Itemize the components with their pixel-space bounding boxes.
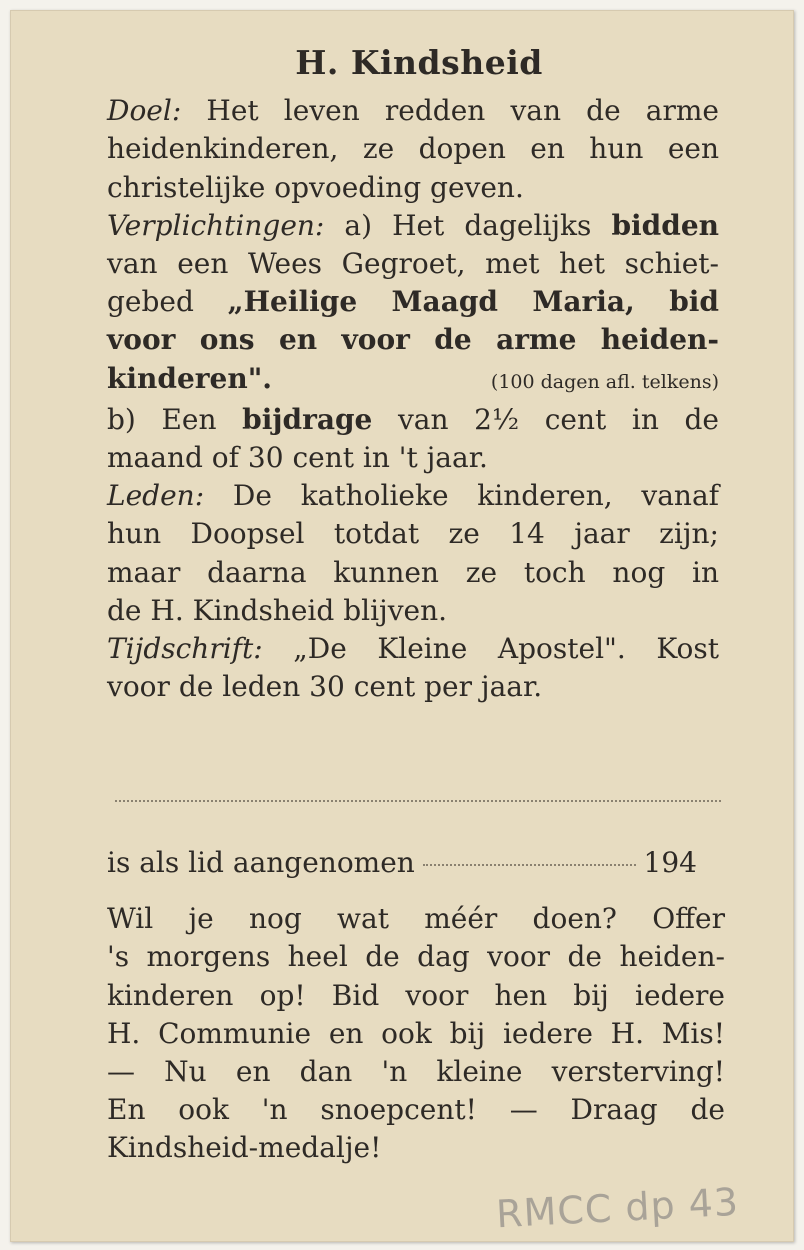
extra-line-5: — Nu en dan 'n kleine versterving! — [107, 1055, 725, 1089]
doel-section — [107, 92, 719, 207]
verplichtingen-line-2: van een Wees Gegroet, met het schiet- — [107, 247, 719, 281]
extra-line-2: 's morgens heel de dag voor de heiden- — [107, 940, 725, 974]
card-upper-text — [107, 40, 719, 706]
leden-section — [107, 477, 719, 630]
membership-text: is als lid aangenomen — [107, 846, 415, 879]
leden-line-4: de H. Kindsheid blijven. — [107, 593, 448, 627]
verplichtingen-line-3: gebed „Heilige Maagd Maria, bid — [107, 285, 719, 319]
card-title: H. Kindsheid — [295, 43, 543, 82]
prayer-card — [10, 10, 794, 1242]
name-write-line — [115, 800, 721, 802]
verplichtingen-line-4: voor ons en voor de arme heiden- — [107, 323, 719, 357]
leden-line-3: maar daarna kunnen ze toch nog in — [107, 555, 719, 589]
verplichtingen-section — [107, 207, 719, 477]
verplichtingen-label: Verplichtingen: — [107, 208, 325, 242]
doel-line-3: christelijke opvoeding geven. — [107, 170, 524, 204]
membership-line — [107, 844, 697, 882]
tijdschrift-line-1: Tijdschrift: „De Kleine Apostel". Kost — [107, 632, 719, 666]
doel-label: Doel: — [107, 94, 182, 128]
card-lower-text — [107, 844, 725, 1168]
tijdschrift-section — [107, 630, 719, 706]
leden-line-1: Leden: De katholieke kinderen, vanaf — [107, 479, 719, 513]
tijdschrift-label: Tijdschrift: — [107, 632, 263, 666]
doel-line-1: Doel: Het leven redden van de arme — [107, 94, 719, 128]
membership-year: 194 — [643, 846, 697, 879]
extra-line-7: Kindsheid-medalje! — [107, 1131, 382, 1165]
verplichtingen-line-5: kinderen". (100 dagen afl. telkens) — [107, 360, 719, 401]
verplichtingen-line-7: maand of 30 cent in 't jaar. — [107, 441, 488, 475]
date-write-line — [423, 864, 636, 866]
extra-line-1: Wil je nog wat méér doen? Offer — [107, 902, 725, 936]
extra-line-4: H. Communie en ook bij iedere H. Mis! — [107, 1016, 725, 1050]
verplichtingen-line-1: Verplichtingen: a) Het dagelijks bidden — [107, 208, 719, 242]
indulgence-note: (100 dagen afl. telkens) — [490, 370, 719, 393]
doel-line-2: heidenkinderen, ze dopen en hun een — [107, 132, 719, 166]
extra-line-6: En ook 'n snoepcent! — Draag de — [107, 1093, 725, 1127]
verplichtingen-line-6: b) Een bijdrage van 2½ cent in de — [107, 402, 719, 436]
archive-pencil-mark: RMCC dp 43 — [495, 1179, 741, 1237]
extra-line-3: kinderen op! Bid voor hen bij iedere — [107, 978, 725, 1012]
leden-line-2: hun Doopsel totdat ze 14 jaar zijn; — [107, 517, 719, 551]
leden-label: Leden: — [107, 479, 205, 513]
tijdschrift-line-2: voor de leden 30 cent per jaar. — [107, 670, 543, 704]
